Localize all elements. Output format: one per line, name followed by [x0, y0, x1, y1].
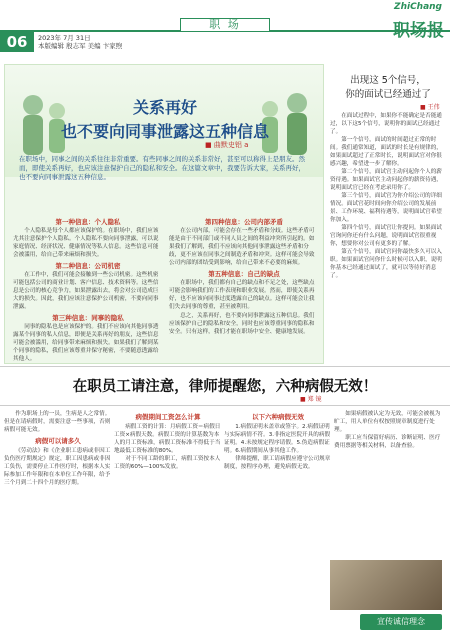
paragraph: 在面试过程中，如果你不能确定是否能通过，以下这5个信号，说明你的面试已经通过了。: [330, 113, 442, 135]
paragraph: 职工应当保留好病历、诊断证明、医疗费用票据等相关材料，以备查验。: [334, 435, 441, 449]
feature-column-2: [169, 215, 319, 337]
bottom-column-3: [224, 410, 332, 635]
paragraph: 第三个信号，面试官为你介绍公司的详细情况。面试官花时间向你介绍公司的发展前景、工作环境、福利待遇等，说明面试官希望你加入。: [330, 193, 442, 223]
issue-editor: 本版编辑 殷志军 美编 卞家煦: [38, 42, 123, 50]
band-headline: 在职员工请注意，律师提醒您，六种病假无效！: [72, 379, 378, 395]
paragraph: 第一个信号，面试的时间超过正常的时间。我们通常知道，面试的时长是有规律的，如果面试超过了正常时长，说明面试官对你很感兴趣，希望进一步了解你。: [330, 137, 442, 167]
subheading: 病假期间工资怎么计算: [135, 413, 201, 421]
feature-title-line1: 关系再好: [132, 98, 197, 117]
brand-logo: 职场报: [393, 21, 444, 41]
paragraph: 第四个信号，面试官让你提问。如果面试官询问你还有什么问题，说明面试官很重视你，想要你对公司有更多的了解。: [330, 225, 442, 247]
paragraph: 病假工资的计算：月病假工资＝病假日工资×病假天数。病假工资的计算基数为本人的月工资标准，病假工资标准不得低于当地最低工资标准的80%。: [114, 424, 221, 454]
paragraph: 律师提醒，职工请病假应遵守公司规章制度，按程序办理，避免病假无效。: [224, 456, 331, 470]
subheading: 第一种信息：个人隐私: [55, 218, 121, 226]
subheading: 第五种信息：自己的缺点: [208, 270, 280, 278]
paragraph: 对于不同工龄的职工，病假工资按本人工资的60%—100%发放。: [114, 456, 221, 470]
feature-column-1: [13, 215, 163, 364]
paragraph: 在工作中，我们可能会接触到一些公司机密。这些机密可能包括公司的商业计划、客户信息、技术资料等。这些信息是公司的核心竞争力，如果泄露出去，将会对公司造成巨大的损失。因此，我们应该注意保护公司机密，不要向同事泄露。: [13, 272, 159, 310]
page-number: 06: [0, 32, 34, 52]
subheading: 以下六种病假无效: [252, 413, 304, 421]
slogan-badge: 宣传诚信理念: [360, 614, 442, 630]
feature-article: [4, 64, 324, 364]
paragraph: 个人隐私是每个人都应该保护的。在职场中，我们应该尤其注意保护个人隐私。个人隐私不要向同事泄露，可以说家庭情况、经济状况、健康情况等私人信息。这些信息可能会被滥用，给自己带来麻烦和损失。: [13, 228, 159, 258]
sidebar-title-line2: 你的面试已经通过了: [345, 89, 431, 100]
paragraph: 第二个信号，面试官主动问起你个人的薪资待遇。如果面试官主动问起你的薪资待遇，说明面试官已经在考虑录用你了。: [330, 169, 442, 191]
paragraph: 第五个信号，面试官问你最快多久可以入职。如果面试官问你什么时候可以入职，说明你基本已经通过面试了，就可以等待好消息了。: [330, 249, 442, 279]
paragraph: 同事的隐私也是应该保护的。我们不应该向其他同事透露某个同事的私人信息，即便是关系再好的朋友，这些信息可能会被滥用，给同事带来麻烦和损失。如果我们了解到某个同事的隐私，我们应该尊重并保守秘密，不要随意透露给其他人。: [13, 324, 159, 362]
bottom-column-2: [114, 410, 222, 635]
subheading: 第四种信息：公司内部矛盾: [205, 218, 283, 226]
feature-title-line2: 也不要向同事泄露这五种信息: [60, 122, 269, 141]
band-byline: ■ 郑 镜: [300, 396, 322, 403]
sidebar-body: [330, 112, 446, 362]
section-title: 职 场: [180, 18, 270, 32]
subheading: 第三种信息：同事的隐私: [52, 314, 124, 322]
paragraph: 在公司内部，可能会存在一些矛盾和分歧。这些矛盾可能是由于不同部门或不同人员之间的利益冲突所引起的。如果我们了解到，我们不应该向其他同事泄露这些矛盾和分歧，更不应该在同事之间制造矛盾和冲突。这样可能会导致公司内部的团结受到影响，给自己带来不必要的麻烦。: [169, 228, 315, 266]
bottom-column-1: [4, 410, 112, 635]
paragraph: 总之，关系再好，也不要向同事泄露这五种信息。我们应该保护自己的隐私和安全，同时也应该尊重同事的隐私和安全。只有这样，我们才能在职场中安全、健康地发展。: [169, 313, 315, 335]
paragraph: 作为职场上的一员，生病是人之常情。但是在请病假时，需要注意一些事项，否则病假可能无效。: [4, 411, 111, 433]
paragraph: 在职场中，我们都有自己的缺点和不足之处，这些缺点可能会影响我们的工作表现和职业发展。然而，即使关系再好，也不应该向同事过度透露自己的缺点。这样可能会让我们失去同事的尊重，甚至被利用。: [169, 280, 315, 310]
bottom-column-4: [334, 410, 442, 555]
paragraph: 1.病假证明未盖章或签字。2.病假证明与实际病情不符。3.非指定医院开具的病假证明。4.未按规定程序请假。5.伪造病假证明。6.病假期间从事其他工作。: [224, 424, 331, 454]
paragraph: 如果病假被认定为无效，可能会被视为旷工，用人单位有权按照规章制度进行处理。: [334, 411, 441, 433]
sidebar-byline: ■ 王伟: [420, 104, 440, 111]
paragraph: 《劳动法》和《企业职工患病或非因工负伤医疗期规定》规定，职工因患病或非因工负伤，需要停止工作医疗时，根据本人实际参加工作年限和在本单位工作年限，给予三个月到二十四个月的医疗期。: [4, 448, 111, 486]
subheading: 第二种信息：公司机密: [55, 262, 121, 270]
subheading: 病假可以请多久: [35, 437, 81, 445]
feature-byline: ■ 曲默史铝 a: [205, 141, 249, 149]
doctor-photo: [330, 560, 442, 610]
brand-latin: ZhiChang: [394, 2, 442, 12]
feature-intro: 在职场中，同事之间的关系往往非常重要。有些同事之间的关系非常好，甚至可以称得上是朋友。然而，即使关系再好，也应该注意保护自己的隐私和安全。在这篇文章中，我要告诉大家，关系再好，也不要向同事泄露这五种信息。: [19, 155, 305, 181]
sidebar-title-line1: 出现这 5个信号，: [350, 75, 426, 86]
issue-meta: [38, 34, 122, 50]
issue-date: 2023年 7月 31日: [38, 34, 91, 42]
